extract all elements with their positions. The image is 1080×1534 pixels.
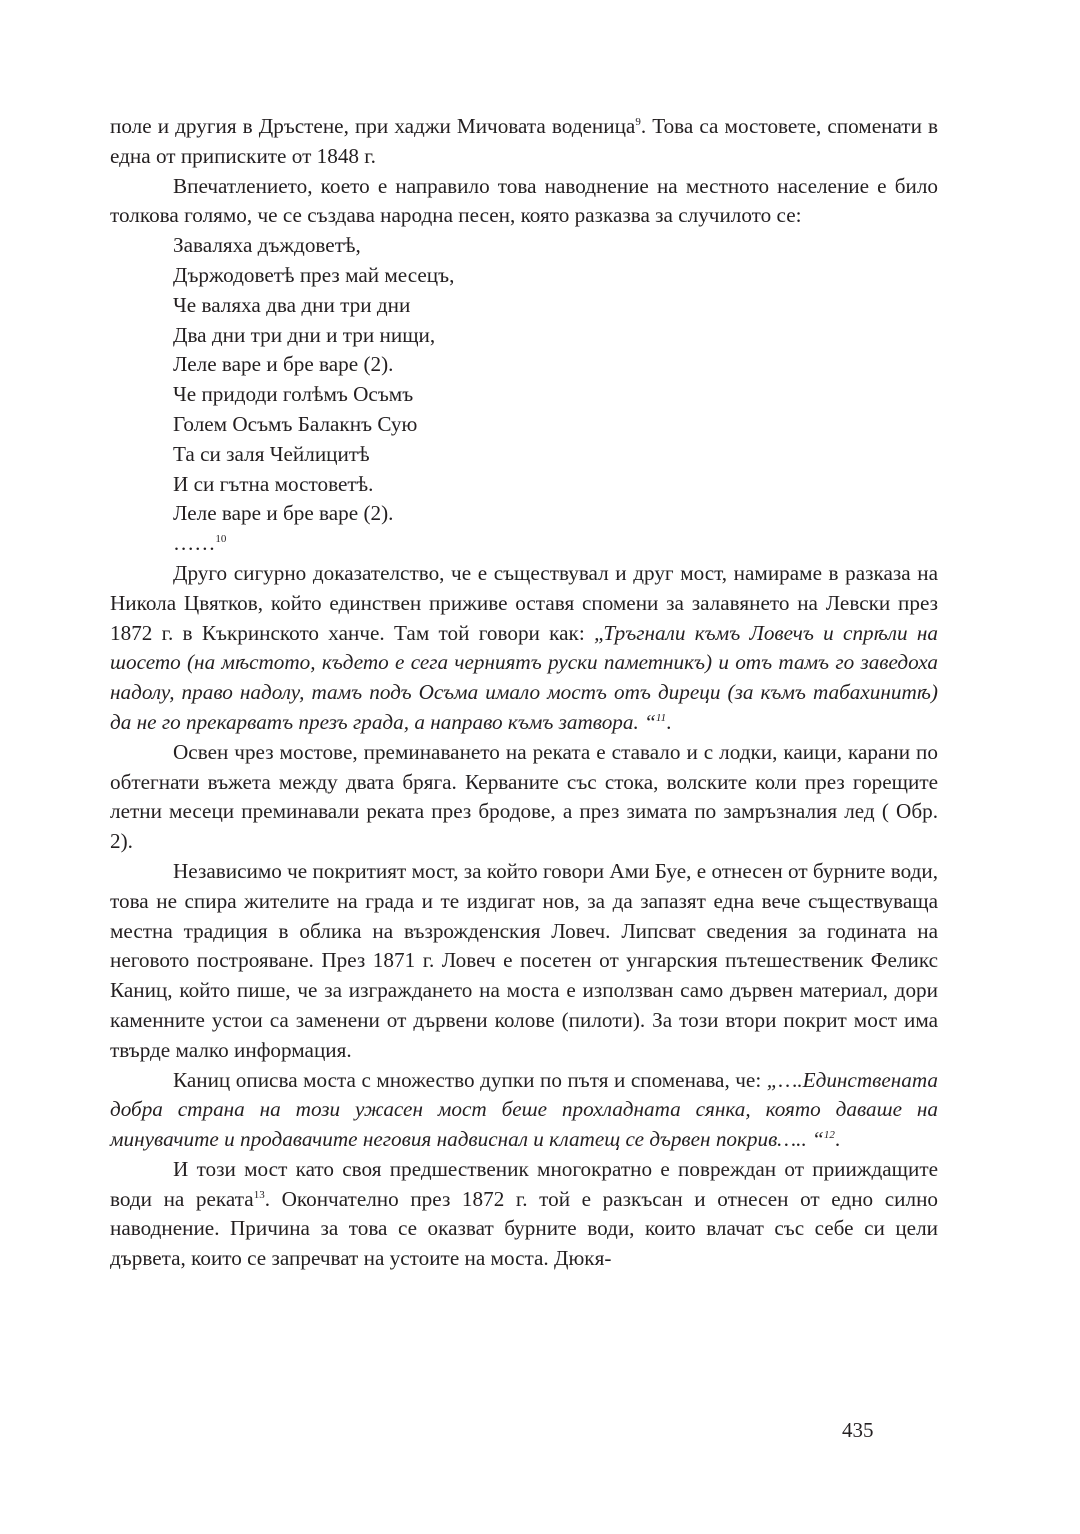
verse-line: Държодоветѣ през май месецъ, xyxy=(173,262,455,287)
verse-line: Голем Осъмъ Балакнъ Сую xyxy=(173,411,418,436)
body-text xyxy=(110,112,938,1274)
paragraph-1: поле и другия в Дръстене, при хаджи Мичовата воденица$^9$. Това са мостовете, споменати в една от приписките от 1848 г. xyxy=(110,114,938,168)
paragraph-2: Впечатлението, което е направило това наводнение на местното население е било толкова голямо, че се създава народна песен, която разказва за случилото се: xyxy=(110,173,938,228)
verse-line: Два дни три дни и три нищи, xyxy=(173,322,436,347)
quote-tsvyatkov: „Тръгнали къмъ Ловечъ и спрѣли на шосето (на мѣстото, където е сега черниятъ руски паметникъ) и отъ тамъ го заведоха надолу, право надолу, тамъ подъ Осъма имало мостъ отъ диреци (за къмъ табахинитѣ) да не го прекарватъ презъ града, а направо къмъ затвора. “ xyxy=(110,620,938,734)
verse-line: Та си заля Чейлицитѣ xyxy=(173,441,370,466)
footnote-ref-13: 13 xyxy=(253,1188,265,1201)
quote-kanitz: „….Единствената добра страна на този ужасен мост беше прохладната сянка, която даваше на минувачите и продавачите неговия надвиснал и клатещ се дървен покрив….. “ xyxy=(110,1067,938,1152)
verse-line: Заваляха дъждоветѣ, xyxy=(173,233,361,258)
paragraph-4: Освен чрез мостове, преминаването на реката е ставало и с лодки, каици, карани по обтегнати въжета между двата бряга. Керваните със стока, волските коли през горещите летни месеци преминавали реката през бродове, а през зимата по замръзналия лед ( Обр. 2). xyxy=(110,739,938,854)
verse-line: Леле варе и бре варе (2). xyxy=(173,352,394,377)
verse-line: Че валяха два дни три дни xyxy=(173,292,411,317)
paragraph-3: Друго сигурно доказателство, че е съществувал и друг мост, намираме в разказа на Никола Цвятков, който единствен приживе оставя спомени за залавянето на Левски през 1872 г. в Къкринското ханче. Там той говори как: „Тръгнали къмъ Ловечъ и спрѣли на шосето (на мѣстото, където е сега черниятъ руски паметникъ) и отъ тамъ го заведоха надолу, право надолу, тамъ подъ Осъма имало мостъ отъ диреци (за къмъ табахинитѣ) да не го прекарватъ презъ града, а направо къмъ затвора. “$^{11}$. xyxy=(110,560,938,734)
footnote-ref-10: 10 xyxy=(215,533,227,546)
paragraph-5: Независимо че покритият мост, за който говори Ами Буе, е отнесен от бурните води, това не спира жителите на града и те издигат нов, за да запазят една вече съществуваща местна традиция в облика на възрожденския Ловеч. Липсват сведения за годината на неговото построяване. През 1871 г. Ловеч е посетен от унгарския пътешественик Феликс Каниц, който пише, че за изграждането на моста е използван само дървен материал, дори каменните устои са заменени от дървени колове (пилоти). За този втори покрит мост има твърде малко информация. xyxy=(110,858,938,1062)
paragraph-6: Каниц описва моста с множество дупки по пътя и споменава, че: „….Единствената добра страна на този ужасен мост беше прохладната сянка, която даваше на минувачите и продавачите неговия надвиснал и клатещ се дървен покрив….. “$^{12}$. xyxy=(110,1067,938,1152)
verse-ellipsis: ……$^{10}$ xyxy=(173,531,227,556)
footnote-ref-9: 9 xyxy=(635,115,641,128)
verse-line: Леле варе и бре варе (2). xyxy=(173,501,394,526)
verse-line: Че придоди голѣмъ Осъмъ xyxy=(173,382,414,407)
paragraph-7: И този мост като своя предшественик многократно е повреждан от прииждащите води на реката$^{13}$. Окончателно през 1872 г. той е разкъсан и отнесен от едно силно наводнение. Причина за това се оказват бурните води, които влачат със себе си цели дървета, които се запречват на устоите на моста. Дюкя- xyxy=(110,1156,939,1271)
footnote-ref-12: 12 xyxy=(823,1129,835,1142)
footnote-ref-11: 11 xyxy=(655,711,667,724)
verse-line: И си гътна мостоветѣ. xyxy=(173,471,374,496)
page-number: 435 xyxy=(842,1418,874,1442)
folk-song-verse xyxy=(110,231,938,559)
